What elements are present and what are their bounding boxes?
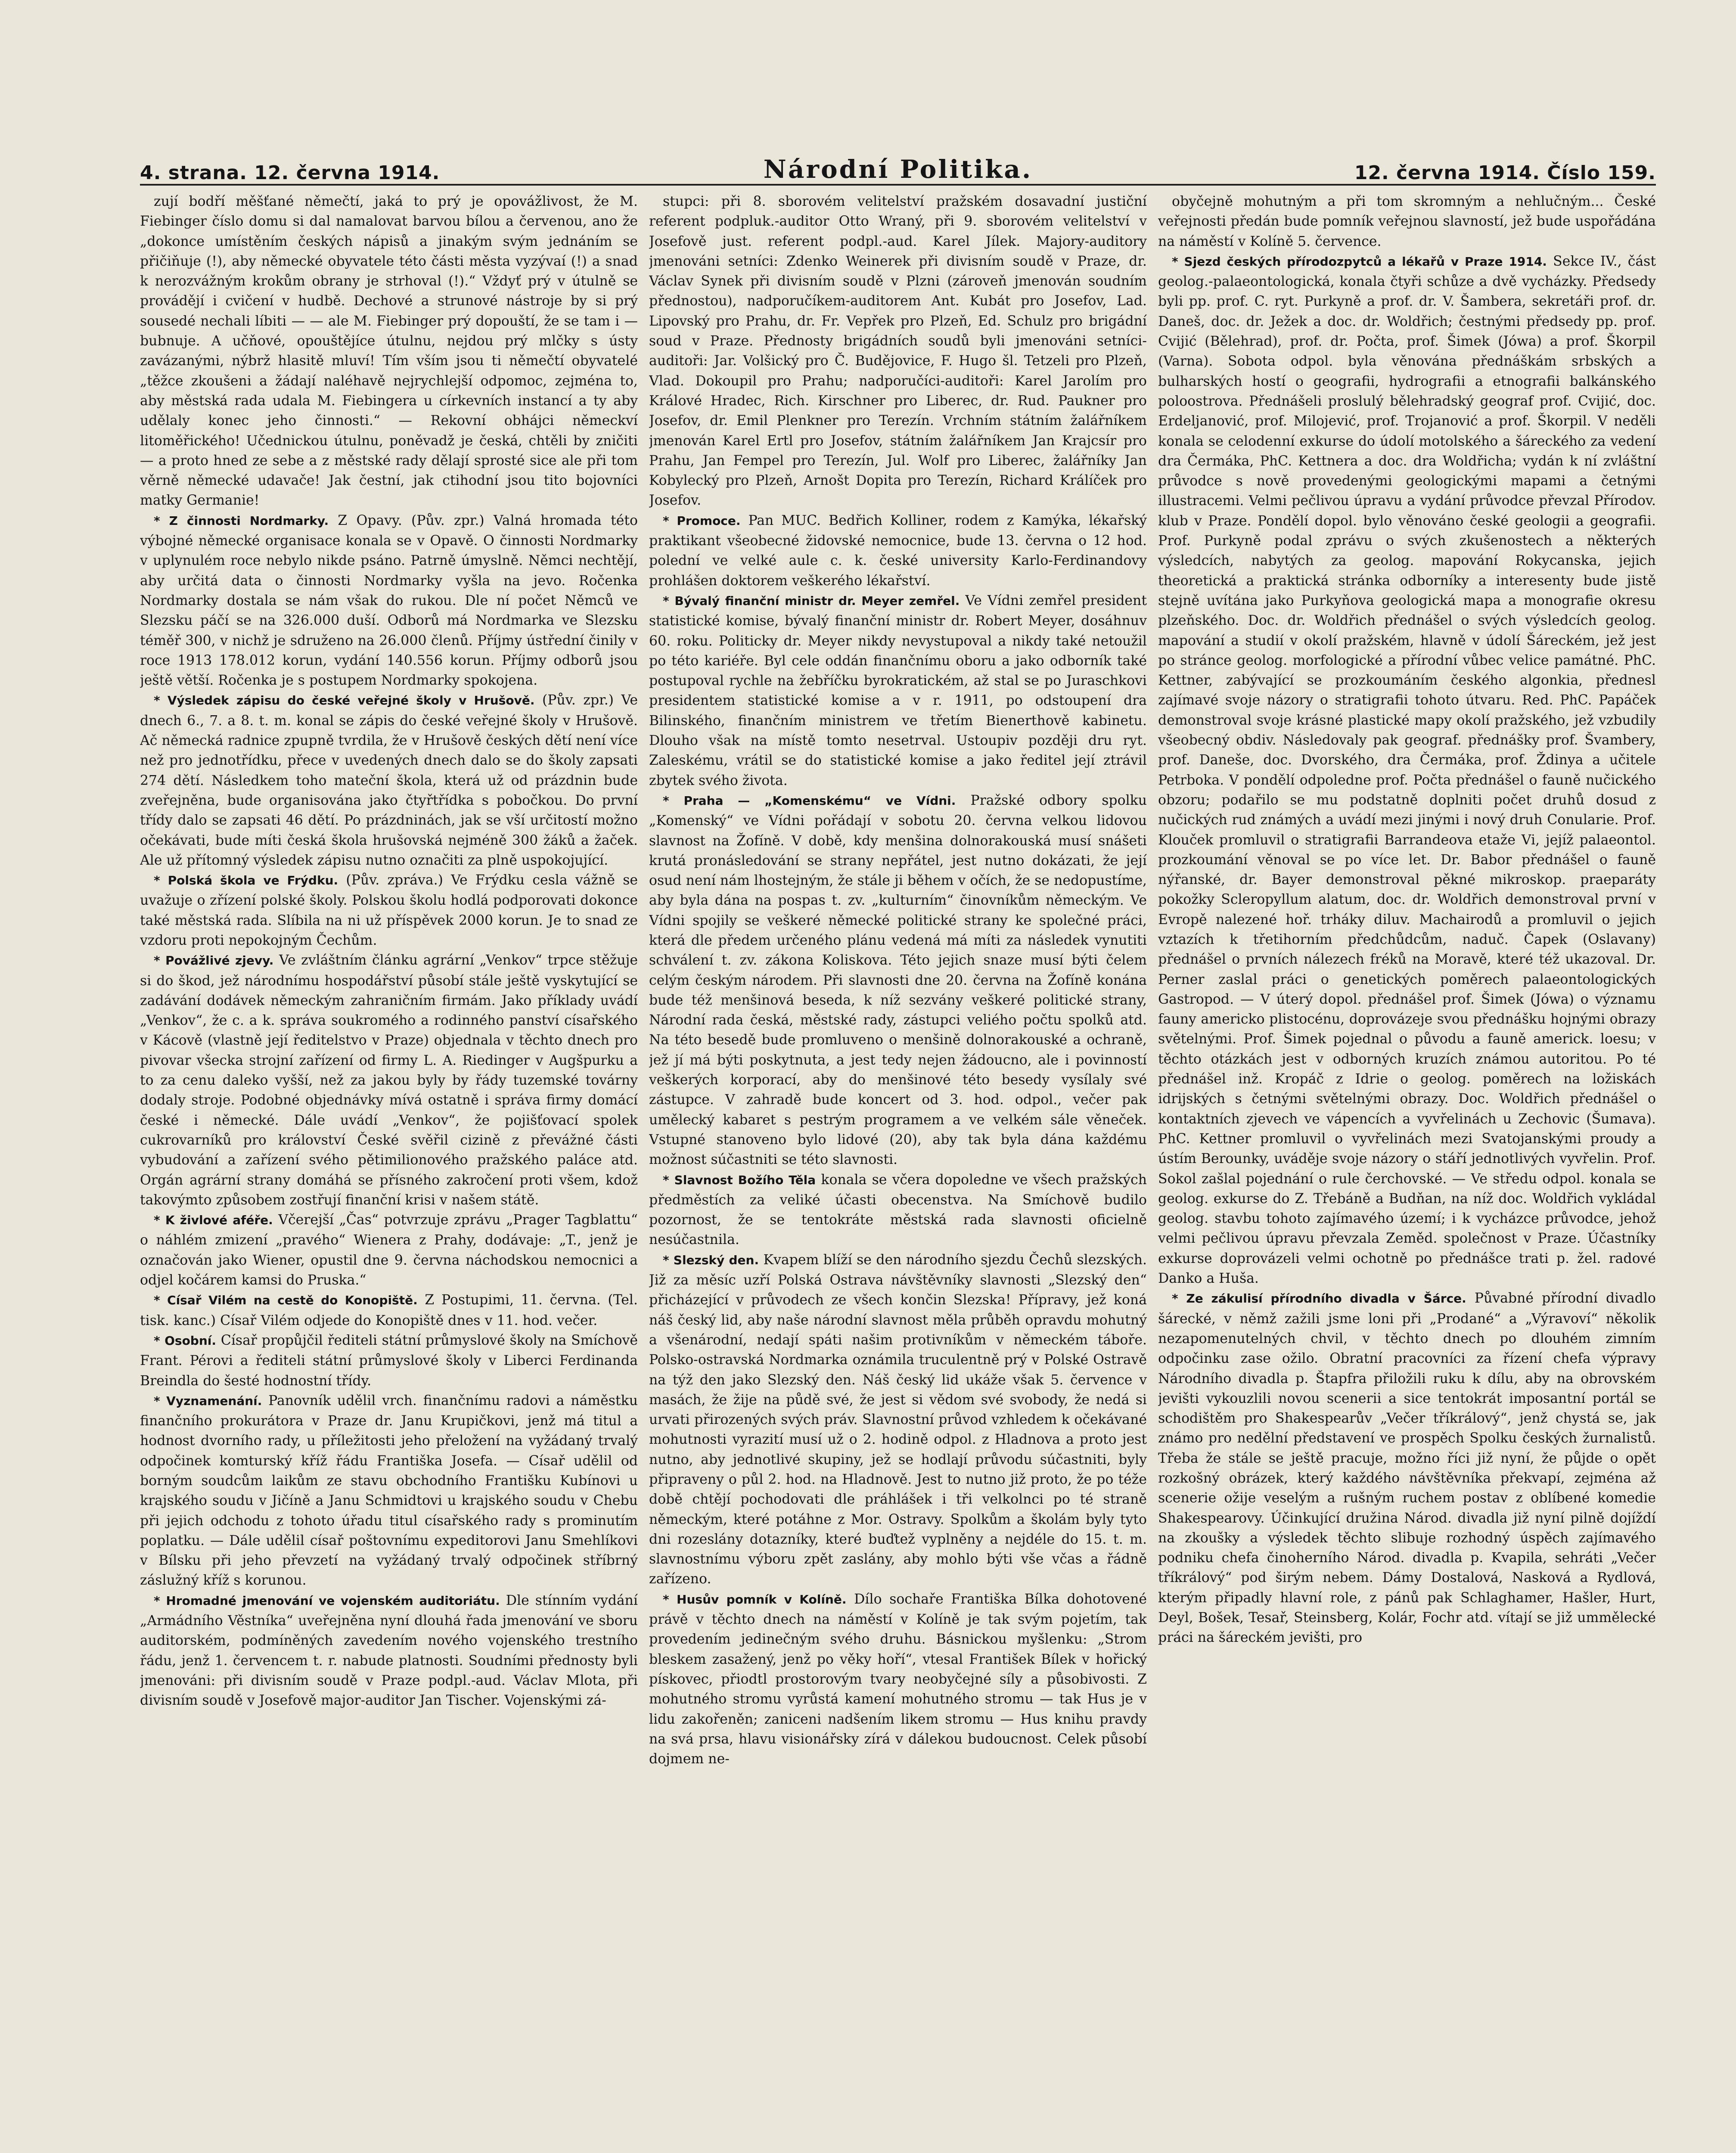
article-paragraph [140, 1591, 638, 1711]
article-text: Pan MUC. Bedřich Kolliner, rodem z Kamýka, lékařský praktikant všeobecné židovské nemocnice, bude 13. června o 12 hod. polední ve velké aule c. k. české university Karlo-Ferdinandovy prohlášen doktorem veškerého lékařství. [649, 512, 1147, 589]
article-text: Sekce IV., část geolog.-palaeontologická, konala čtyři schůze a dvě vycházky. Předsedy byli pp. prof. C. ryt. Purkyně a prof. dr. V. Šambera, sekretáři prof. dr. Daneš, doc. dr. Ježek a doc. dr. Woldřich; čestnými předsedy pp. prof. Cvijić (Bělehrad), prof. dr. Počta, prof. Šimek (Jówa) a prof. Škorpil (Varna). Sobota odpol. byla věnována přednáškám srbských a bulharských hostí o geografii, hydrografii a etnografii balkánského poloostrova. Přednášeli proslulý bělehradský geograf prof. Cvijić, doc. Erdeljanović, prof. Milojević, prof. Trojanović a prof. Škorpil. V neděli konala se celodenní exkurse do údolí motolského a šáreckého za vedení dra Čermáka, PhC. Kettnera a doc. dra Woldřicha; vydán k ní zvláštní průvodce s nově provedenými geologickými mapami a četnými illustracemi. Velmi pečlivou úpravu a vydání průvodce převzal Přírodov. klub v Praze. Pondělí dopol. bylo věnováno české geologii a geografii. Prof. Purkyně podal zprávu o svých zkušenostech a některých výsledcích, nabytých za geolog. mapování Rokycanska, jejich theoretická a praktická stránka odborníky a interesenty bude jistě stejně uvítána jako Purkyňova geologická mapa a monografie okresu plzeňského. Doc. dr. Woldřich přednášel o svých výsledcích geolog. mapování a studií v okolí pražském, hlavně v údolí Šáreckém, jež jest po stránce geolog. morfologické a přírodní vůbec velice památné. PhC. Kettner, zabývající se prozkoumáním českého algonkia, přednesl zajímavé svoje názory o stratigrafii tohoto útvaru. Red. PhC. Papáček demonstroval svoje krásné plastické mapy okolí pražského, jež vzbudily všeobecný obdiv. Následovaly pak geograf. přednášky prof. Švambery, prof. Daneše, doc. Dvorského, dra Čermáka, prof. Ždinya a učitele Petrboka. V pondělí odpoledne prof. Počta přednášel o fauně nučického obzoru; podařilo se mu podstatně doplniti počet druhů dosud z nučických rud známých a uvádí mezi jinými i nový druh Conularie. Prof. Klouček promluvil o stratigrafii Barrandeova etaže Vi, jejíž palaeontol. prozkoumání věnoval se po více let. Dr. Babor přednášel o fauně nýřanské, dr. Bayer demonstroval pěkné mikroskop. praeparáty pokožky Scleropyllum alatum, doc. dr. Woldřich demonstroval první v Evropě nalezené hoř. trháky diluv. Machairodů a promluvil o jejich vztazích k třetihorním předchůdcům, naduč. Čapek (Oslavany) přednášel o prvních nálezech fréků na Moravě, které též ukazoval. Dr. Perner zaslal práci o genetických poměrech palaeontologických Gastropod. — V úterý dopol. přednášel prof. Šimek (Jówa) o významu fauny americko plistocénu, doprovázeje svou přednášku hojnými obrazy světelnými. Prof. Šimek pojednal o původu a fauně americk. loesu; v těchto otázkách jest v odborných kruzích známou autoritou. Po té přednášel inž. Kropáč z Idrie o geolog. poměrech na ložiskách idrijských s četnými světelnými obrazy. Doc. Woldřich přednášel o kontaktních zjevech ve vápencích a vyvřelinách u Zechovic (Šumava). PhC. Kettner promluvil o vyvřelinách mezi Svatojanskými proudy a ústím Berounky, uváděje svoje názory o stáří jednotlivých vyvřelin. Prof. Sokol zašlal pojednání o rule čerchovské. — Ve středu odpol. konala se geolog. exkurse do Z. Třebáně a Budňan, na níž doc. Woldřich vykládal geolog. stavbu tohoto zajímavého území; i k vycházce průvodce, jehož velmi pečlivou úpravu převzala Zeměd. společnost v Praze. Účastníky exkurse doprovázeli velmi ochotně po přednášce trati p. žel. radové Danko a Huša. [1158, 253, 1656, 1287]
article-text: Půvabné přírodní divadlo šárecké, v němž zažili jsme loni při „Prodané“ a „Výravoví“ několik nezapomenutelných chvil, v těchto dnech po dlouhém zimním odpočinku zase ožilo. Obratní pracovníci za řízení chefa výpravy Národního divadla p. Štapfra přiložili ruku k dílu, aby na obrovském jevišti vykouzlili novou scenerii a sice tentokrát imposantní portál se schodištěm pro Shakespearův „Večer tříkrálový“, jenž chystá se, jak známo pro nedělní představení ve prospěch Spolku českých žurnalistů. Třeba že stále se ještě pracuje, možno říci již nyní, že půjde o opět rozkošný obrázek, který každého návštěvníka překvapí, zejména až scenerie ožije veselým a rušným ruchem postav z oblíbené komedie Shakespearovy. Účinkující družina Národ. divadla již nyní pilně dojíždí na zkoušky a výsledek těchto slibuje rozhodný úspěch zajímavého podniku chefa činoherního Národ. divadla p. Kvapila, sehráti „Večer tříkrálový“ pod širým nebem. Dámy Dostalová, Nasková a Rydlová, kterým připadly hlavní role, z pánů pak Schlaghamer, Hašler, Hurt, Deyl, Bošek, Tesař, Steinsberg, Kolár, Fochr atd. vítají se již ummělecké práci na šáreckém jevišti, pro [1158, 1291, 1656, 1646]
article-text: Pražské odbory spolku „Komenský“ ve Vídni pořádají v sobotu 20. června velkou lidovou slavnost na Žofíně. V době, kdy menšina dolnorakouská musí snášeti krutá pronásledování se strany nepřátel, jest nutno dokázati, že její osud není nám lhostejným, že stále ji během v očích, že se nedopustíme, aby byla dána na pospas t. zv. „kulturním“ činovníkům německým. Ve Vídni spojily se veškeré německé politické strany ke společné práci, která dle předem určeného plánu vedená má míti za následek vynutiti schválení t. zv. zákona Koliskova. Této jejich snaze musí býti čelem celým českým národem. Při slavnosti dne 20. června na Žofíně konána bude též menšinová beseda, k níž sezvány veškeré politické strany, Národní rada česká, městské rady, zástupci veliého počtu spolků atd. Na této besedě bude promluveno o menšině dolnorakouské a ochraně, jež jí má býti poskytnuta, a jest tedy nejen žádoucno, ale i povinností veškerých korporací, aby do menšinové této besedy vysílaly své zástupce. V zahradě bude koncert od 3. hod. odpol., večer pak umělecký kabaret s pestrým programem a ve velkém sále věneček. Vstupné stanoveno bylo lidové (20), aby tak byla dána každému možnost súčastniti se této slavnosti. [649, 792, 1147, 1168]
article-paragraph [649, 591, 1147, 791]
article-paragraph [140, 950, 638, 1210]
article-headline: * K živlové aféře. [154, 1213, 273, 1228]
article-headline: * Osobní. [154, 1333, 217, 1348]
newspaper-title: Národní Politika. [763, 155, 1033, 184]
article-text: Dle stínním vydání „Armádního Věstníka“ uveřejněna nyní dlouhá řada jmenování ve sboru auditorském, podmíněných zavedením nového vojenského trestního řádu, jenž 1. červencem t. r. nabude platnosti. Soudními přednosty byli jmenováni: při divisním soudě v Praze podpl.-aud. Václav Mlota, při divisním soudě v Josefově major-auditor Jan Tischer. Vojenskými zá- [140, 1592, 638, 1709]
article-paragraph [140, 690, 638, 870]
page-header [140, 143, 1656, 186]
header-page-number-date: 4. strana. 12. června 1914. [140, 162, 440, 184]
article-paragraph [140, 870, 638, 950]
article-headline: * Sjezd českých přírodozpytců a lékařů v Praze 1914. [1172, 254, 1547, 269]
article-text: konala se včera dopoledne ve všech pražských předměstích za veliké účasti obecenstva. Na Smíchově budilo pozornost, že se tentokráte městská rada slavnosti oficielně nesúčastnila. [649, 1172, 1147, 1248]
article-headline: * Promoce. [663, 513, 741, 528]
article-text: Z Postupimi, 11. června. (Tel. tisk. kanc.) Císař Vilém odjede do Konopiště dnes v 11. hod. večer. [140, 1292, 638, 1328]
article-text: Císař propůjčil řediteli státní průmyslové školy na Smíchově Frant. Pérovi a řediteli státní průmyslové školy v Liberci Ferdinanda Breindla do šesté hodnostní třídy. [140, 1332, 638, 1389]
article-headline: * Vyznamenání. [154, 1393, 262, 1408]
text-columns [140, 192, 1656, 2153]
article-headline: * Praha — „Komenskému“ ve Vídni. [663, 793, 956, 808]
article-text: Ve zvláštním článku agrární „Venkov“ trpce stěžuje si do škod, jež národnímu hospodářství působí stále ještě vyskytující se zadávání dodávek německým zahraničním firmám. Jako příklady uvádí „Venkov“, že c. a k. správa soukromého a rodinného panství císařského v Kácově (vlastně její ředitelstvo v Praze) objednala v těchto dnech pro pivovar všecka strojní zařízení od firmy L. A. Riedinger v Augšpurku a to za cenu daleko vyšší, než za jakou byly by řády tuzemské továrny dodaly stroje. Podobné objednávky mívá ostatně i správa firmy domácí české i německé. Dále uvádí „Venkov“, že pojišťovací spolek cukrovarníků pro království České svěřil cizině z převážné části vybudování a zařízení svého pětimilionového pražského paláce atd. Orgán agrární strany domáhá se přísného zakročení proti všem, kdož takovýmto způsobem zostřují finanční krisi v našem státě. [140, 952, 638, 1208]
article-text: zují bodří měšťané němečtí, jaká to prý je opovážlivost, že M. Fiebinger číslo domu si dal namalovat barvou bílou a červenou, ano že „dokonce umístěním českých nápisů a jinakým svým jednáním se přičiňuje (!), aby německé obyvatele této části města vyzývaí (!) a snad k nerozvážným krokům obrany je strhoval (!).“ Vždyť prý v útulně se provádějí i cvičení v hudbě. Dechové a strunové nástroje by si prý sousedé nechali líbiti — — ale M. Fiebinger prý dopouští, že se tam i — bubnuje. A učňové, opouštějíce útulnu, nejdou prý mlčky s ústy zavázanými, nýbrž hlasitě mluví! Tím vším jsou ti němečtí obyvatelé „těžce zkoušeni a žádají naléhavě nejrychlejší odpomoc, zejména to, aby městská rada udala M. Fiebingera u církevních instancí a ty aby udělaly konec jeho činnosti.“ — Rekovní obhájci německví litoměřického! Učednickou útulnu, poněvadž je česká, chtěli by zničiti — a proto hned ze sebe a z městské rady dělají sprosté sice ale při tom věrně německé udavače! Jak čestní, jak ctihodní jsou tito bojovníci matky Germanie! [140, 194, 638, 509]
column-3 [1158, 192, 1656, 2153]
article-paragraph [140, 1391, 638, 1591]
header-date-issue: 12. června 1914. Číslo 159. [1354, 162, 1656, 184]
article-headline: * Ze zákulisí přírodního divadla v Šárce. [1172, 1291, 1466, 1306]
article-text: Ve Vídni zemřel president statistické komise, bývalý finanční ministr dr. Robert Meyer, dosáhnuv 60. roku. Politicky dr. Meyer nikdy nevystupoval a nikdy také netoužil po této kariéře. Byl cele oddán finančnímu oboru a jako odborník také postupoval rychle na žebříčku byrokratickém, až stal se po Juraschkovi presidentem statistické komise a v r. 1911, po odstoupení dra Bilinského, finančním ministrem ve třetím Bienerthově kabinetu. Dlouho však na místě tomto nesetrval. Ustoupiv později dru ryt. Zaleskému, vrátil se do statistické komise a jako ředitel její ztrávil zbytek svého života. [649, 593, 1147, 788]
article-paragraph [649, 1250, 1147, 1589]
article-paragraph [1158, 251, 1656, 1288]
article-paragraph [649, 1589, 1147, 1769]
article-paragraph [140, 511, 638, 691]
article-headline: * Povážlivé zjevy. [154, 953, 274, 968]
article-paragraph [1158, 1288, 1656, 1647]
article-headline: * Polská škola ve Frýdku. [154, 873, 339, 888]
article-headline: * Hromadné jmenování ve vojenském auditoriátu. [154, 1593, 500, 1608]
article-paragraph [649, 511, 1147, 591]
article-text: stupci: při 8. sborovém velitelství pražském dosavadní justiční referent podpluk.-auditor Otto Wraný, při 9. sborovém velitelství v Josefově just. referent podpl.-aud. Karel Jílek. Majory-auditory jmenováni setníci: Zdenko Weinerek při divisním soudě v Praze, dr. Václav Synek při divisním soudě v Plzni (zároveň jmenován soudním přednostou), nadporučíkem-auditorem Ant. Kubát pro Josefov, Lad. Lipovský pro Prahu, dr. Fr. Vepřek pro Plzeň, Ed. Schulz pro brigádní soud v Praze. Přednosty brigádních soudů byli jmenováni setníci-auditoři: Jar. Volšický pro Č. Budějovice, F. Hugo šl. Tetzeli pro Plzeň, Vlad. Dokoupil pro Prahu; nadporučíci-auditoři: Karel Jarolím pro Králové Hradec, Rich. Kirschner pro Liberec, dr. Rud. Paukner pro Josefov, dr. Emil Plenkner pro Terezín. Vrchním státním žalářníkem jmenován Karel Ertl pro Josefov, státním žalářníkem Jan Krajcsír pro Prahu, Jan Fempel pro Terezín, Jul. Wolf pro Liberec, žalářníky Jan Kobylecký pro Plzeň, Arnošt Dopita pro Terezín, Richard Králíček pro Josefov. [649, 194, 1147, 509]
article-paragraph [140, 1210, 638, 1290]
article-paragraph [140, 192, 638, 511]
article-text: Včerejší „Čas“ potvrzuje zprávu „Prager Tagblattu“ o náhlém zmizení „pravého“ Wienera z Prahy, dodávaje: „T., jenž je označován jako Wiener, opustil dne 9. června náchodskou nemocnici a odjel kočárem kamsi do Pruska.“ [140, 1212, 638, 1288]
article-text: obyčejně mohutným a při tom skromným a nehlučným... České veřejnosti předán bude pomník veřejnou slavností, jež bude uspořádána na náměstí v Kolíně 5. července. [1158, 194, 1656, 249]
article-paragraph [1158, 192, 1656, 251]
article-headline: * Bývalý finanční ministr dr. Meyer zemřel. [663, 593, 960, 608]
article-headline: * Husův pomník v Kolíně. [663, 1592, 847, 1607]
article-headline: * Císař Vilém na cestě do Konopiště. [154, 1293, 418, 1308]
article-text: Panovník udělil vrch. finančnímu radovi a náměstku finančního prokurátora v Praze dr. Janu Krupičkovi, jenž má titul a hodnost dvorního rady, u příležitosti jeho přeložení na vyžádaný trvalý odpočinek komturský kříž řádu Františka Josefa. — Císař udělil od borným soudcům laikům ze stavu obchodního Františku Kubínovi u krajského soudu v Jičíně a Janu Schmidtovi u krajského soudu v Chebu při jejich odchodu z tohoto úřadu titul císařského rady s prominutím poplatku. — Dále udělil císař poštovnímu expeditorovi Janu Smehlíkovi v Bílsku při jeho převzetí na vyžádaný trvalý odpočinek stříbrný záslužný kříž s korunou. [140, 1393, 638, 1588]
article-headline: * Výsledek zápisu do české veřejné školy v Hrušově. [154, 693, 535, 708]
article-paragraph [649, 791, 1147, 1170]
article-text: Z Opavy. (Pův. zpr.) Valná hromada této výbojné německé organisace konala se v Opavě. O činnosti Nordmarky v uplynulém roce nebylo nikde psáno. Patrně úmyslně. Němci nechtějí, aby určitá data o činnosti Nordmarky vyšla na jevo. Ročenka Nordmarky dostala se nám však do rukou. Dle ní počet Němců ve Slezsku páčí se na 326.000 duší. Odborů má Nordmarka ve Slezsku téměř 300, v nichž je sdruženo na 26.000 členů. Příjmy ústřední činily v roce 1913 178.012 korun, vydání 140.556 korun. Příjmy odborů jsou ještě větší. Ročenka je s postupem Nordmarky spokojena. [140, 512, 638, 689]
article-text: (Pův. zpr.) Ve dnech 6., 7. a 8. t. m. konal se zápis do české veřejné školy v Hrušově. Ač německá radnice zpupně tvrdila, že v Hrušově českých dětí není více než pro jednotřídku, přece v uvedených dnech dalo se do školy zapsati 274 dětí. Následkem toho mateční škola, která už od prázdnin bude zveřejněna, bude organisována jako čtyřtřídka s pobočkou. Do první třídy dalo se zapsati 46 dětí. Po prázdninách, jak se vší určitostí možno očekávati, bude míti česká škola hrušovská nejméně 300 žáků a žaček. Ale už přítomný výsledek zápisu nutno označiti za plně uspokojující. [140, 692, 638, 868]
article-headline: * Slezský den. [663, 1253, 759, 1267]
column-2 [649, 192, 1147, 2153]
article-headline: * Z činnosti Nordmarky. [154, 513, 329, 528]
article-paragraph [649, 192, 1147, 511]
article-text: (Pův. zpráva.) Ve Frýdku cesla vážně se uvažuje o zřízení polské školy. Polskou školu hodlá podporovati dokonce také městská rada. Slíbila na ni už příspěvek 2000 korun. Je to snad ze vzdoru proti nepokojným Čechům. [140, 872, 638, 948]
article-paragraph [649, 1170, 1147, 1250]
article-text: Dílo sochaře Františka Bílka dohotovené právě v těchto dnech na náměstí v Kolíně je tak svým pojetím, tak provedením jedinečným svého druhu. Básnickou myšlenku: „Strom bleskem zasažený, jenž po věky hoří“, vtesal František Bílek v hořický pískovec, přiodtl prostorovým tvary neobyčejné síly a působivosti. Z mohutného stromu vyrůstá kamení mohutného stromu — tak Hus je v lidu zakořeněn; zaniceni nadšením likem stromu — Hus knihu pravdy na svá prsa, hlavu visionářsky zírá v dálekou budoucnost. Celek působí dojmem ne- [649, 1591, 1147, 1767]
article-text: Kvapem blíží se den národního sjezdu Čechů slezských. Již za měsíc uzří Polská Ostrava návštěvníky slavnosti „Slezský den“ přicházející v průvodech ze všech končin Slezska! Přípravy, jež koná náš český lid, aby naše národní slavnost měla průběh opravdu mohutný a všenárodní, nedají spáti našim protivníkům v německém táboře. Polsko-ostravská Nordmarka oznámila truculentně prý v Polské Ostravě na týž den jako Slezský den. Náš český lid ukáže však 5. července v masách, že žije na půdě své, že jest si vědom své svobody, že nedá si urvati přirozených svých práv. Slavnostní průvod vzhledem k očekávané mohutnosti vyrazití musí už o 2. hodině odpol. z Hladnova a proto jest nutno, aby jednotlivé skupiny, jež se hodlají průvodu súčastniti, byly připraveny o půl 2. hod. na Hladnově. Jest to nutno již proto, že po téže době chtějí pochodovati dle práhlášek i tři velkolnci po té straně německým, které potáhne z Mor. Ostravy. Spolkům a školám byly tyto dni rozeslány dotazníky, které buďtež vyplněny a nejdéle do 15. t. m. slavnostnímu výboru zpět zaslány, aby mohlo býti vše včas a řádně zařízeno. [649, 1252, 1147, 1587]
column-1 [140, 192, 638, 2153]
article-headline: * Slavnost Božího Těla [663, 1173, 816, 1187]
article-paragraph [140, 1331, 638, 1391]
article-paragraph [140, 1290, 638, 1331]
